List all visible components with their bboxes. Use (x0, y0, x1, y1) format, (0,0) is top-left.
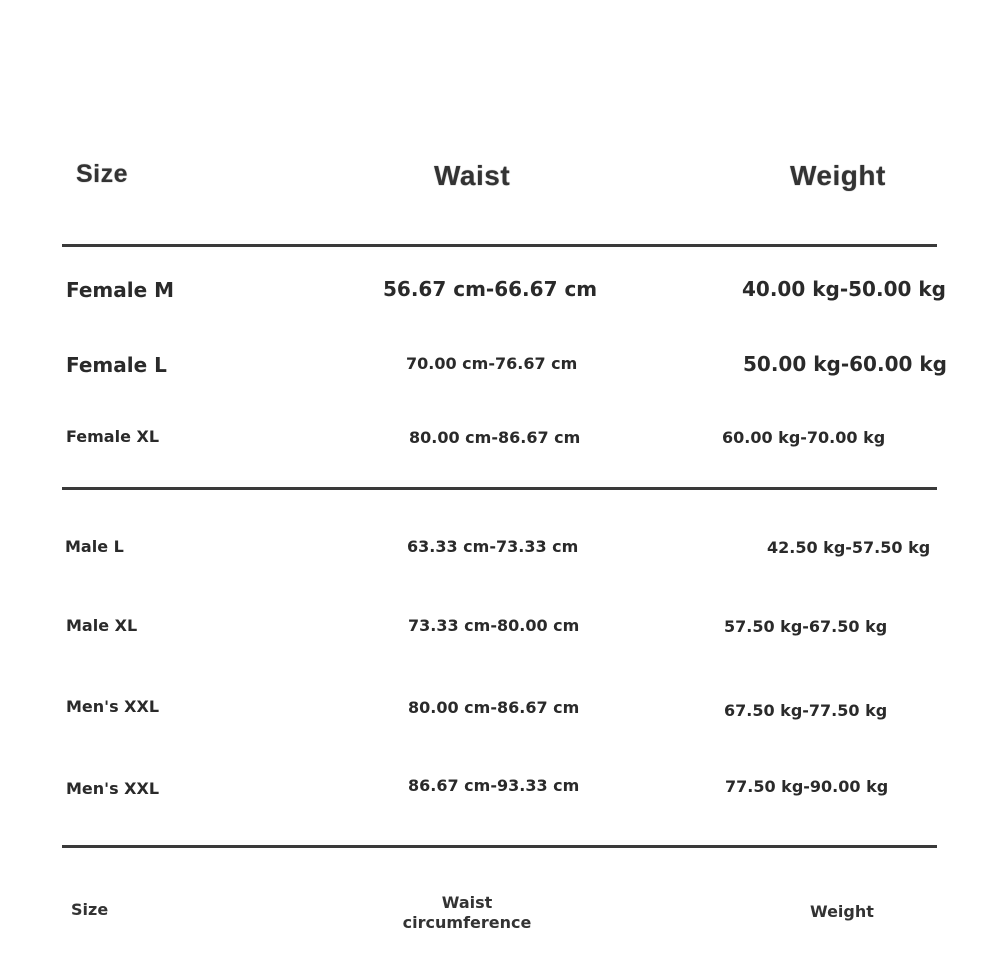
row-weight-mens-xxl-1: 67.50 kg-77.50 kg (724, 701, 888, 720)
footer-size: Size (71, 900, 109, 919)
header-size: Size (76, 160, 129, 188)
divider-top (62, 244, 937, 247)
divider-middle (62, 487, 937, 490)
header-waist: Waist (434, 160, 511, 191)
row-weight-female-xl: 60.00 kg-70.00 kg (722, 428, 886, 447)
row-size-female-m: Female M (66, 278, 175, 302)
row-size-female-xl: Female XL (66, 427, 160, 446)
row-waist-female-m: 56.67 cm-66.67 cm (383, 277, 598, 301)
footer-waist-line2: circumference (402, 913, 532, 932)
row-weight-female-l: 50.00 kg-60.00 kg (743, 352, 947, 376)
row-waist-male-xl: 73.33 cm-80.00 cm (408, 616, 580, 635)
row-size-mens-xxl-2: Men's XXL (66, 779, 160, 798)
divider-bottom (62, 845, 937, 848)
row-weight-female-m: 40.00 kg-50.00 kg (742, 277, 946, 301)
footer-waist-line1: Waist (441, 893, 493, 912)
row-size-male-xl: Male XL (66, 616, 138, 635)
row-waist-female-l: 70.00 cm-76.67 cm (406, 354, 578, 373)
row-waist-male-l: 63.33 cm-73.33 cm (407, 537, 579, 556)
row-size-male-l: Male L (65, 537, 124, 556)
row-waist-mens-xxl-1: 80.00 cm-86.67 cm (408, 698, 580, 717)
row-waist-mens-xxl-2: 86.67 cm-93.33 cm (408, 776, 580, 795)
row-weight-male-xl: 57.50 kg-67.50 kg (724, 617, 888, 636)
row-waist-female-xl: 80.00 cm-86.67 cm (409, 428, 581, 447)
header-weight: Weight (790, 160, 886, 191)
row-weight-male-l: 42.50 kg-57.50 kg (767, 538, 931, 557)
footer-waist (403, 893, 532, 933)
footer-weight: Weight (810, 902, 874, 921)
row-size-mens-xxl-1: Men's XXL (66, 697, 160, 716)
row-size-female-l: Female L (66, 353, 167, 377)
row-weight-mens-xxl-2: 77.50 kg-90.00 kg (725, 777, 889, 796)
